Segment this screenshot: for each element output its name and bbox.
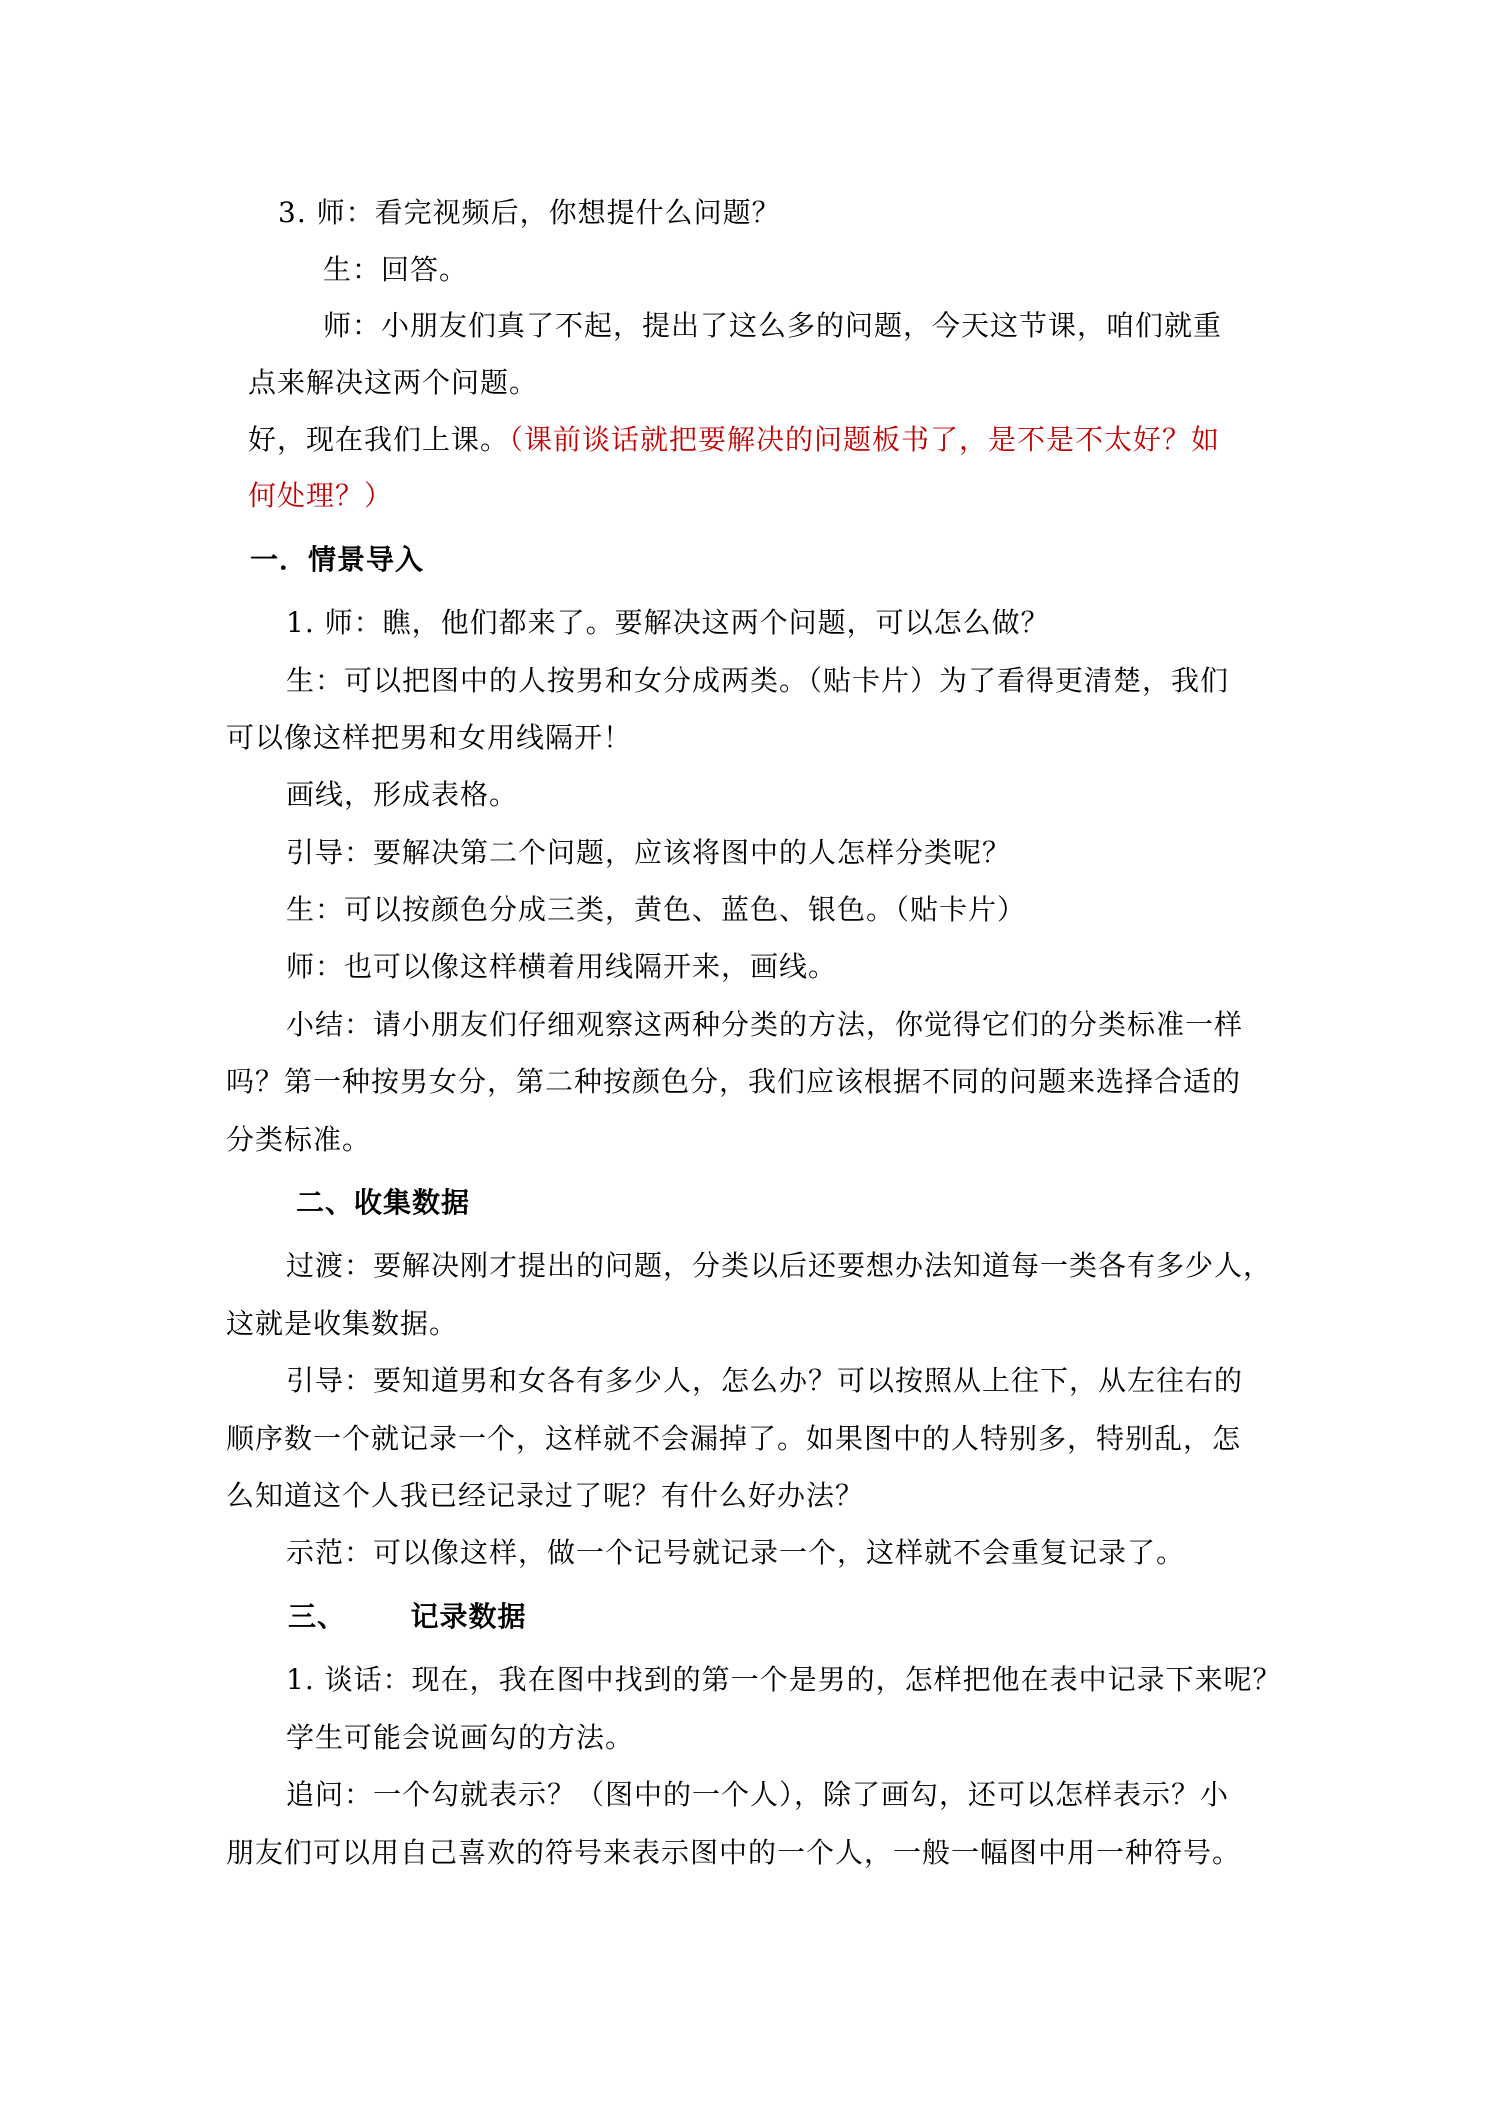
paragraph-line: 点来解决这两个问题。	[248, 366, 539, 399]
paragraph-line: 分类标准。	[226, 1123, 372, 1156]
paragraph-line: 引导：要解决第二个问题，应该将图中的人怎样分类呢？	[286, 836, 1012, 869]
paragraph-line: 师：小朋友们真了不起，提出了这么多的问题，今天这节课，咱们就重	[323, 309, 1223, 342]
paragraph-line: 画线，形成表格。	[286, 778, 519, 811]
paragraph-line: 3. 师：看完视频后，你想提什么问题？	[278, 196, 781, 229]
paragraph-line: 生：回答。	[323, 253, 469, 286]
review-comment: 何处理？）	[248, 479, 394, 512]
paragraph-line: 师：也可以像这样横着用线隔开来，画线。	[286, 950, 838, 983]
paragraph-line: 生：可以按颜色分成三类，黄色、蓝色、银色。（贴卡片）	[286, 893, 1027, 926]
paragraph-line: 吗？第一种按男女分，第二种按颜色分，我们应该根据不同的问题来选择合适的	[226, 1065, 1242, 1098]
section-heading: 二、收集数据	[296, 1186, 471, 1219]
paragraph-text: 好，现在我们上课。	[248, 423, 510, 456]
paragraph-line: 这就是收集数据。	[226, 1307, 459, 1340]
paragraph-line: 追问：一个勾就表示？（图中的一个人），除了画勾，还可以怎样表示？小	[286, 1778, 1230, 1811]
paragraph-line: 1. 师：瞧，他们都来了。要解决这两个问题，可以怎么做？	[286, 606, 1050, 639]
paragraph-line: 示范：可以像这样，做一个记号就记录一个，这样就不会重复记录了。	[286, 1536, 1186, 1569]
section-heading: 三、 记录数据	[288, 1600, 527, 1633]
paragraph-line: 么知道这个人我已经记录过了呢？有什么好办法？	[226, 1479, 865, 1512]
paragraph-line: 顺序数一个就记录一个，这样就不会漏掉了。如果图中的人特别多，特别乱，怎	[226, 1422, 1242, 1455]
review-comment: （课前谈话就把要解决的问题板书了，是不是不太好？如	[509, 423, 1221, 456]
paragraph-line: 小结：请小朋友们仔细观察这两种分类的方法，你觉得它们的分类标准一样	[286, 1008, 1244, 1041]
paragraph-line: 过渡：要解决刚才提出的问题，分类以后还要想办法知道每一类各有多少人，	[286, 1249, 1273, 1282]
paragraph-line	[248, 420, 1220, 460]
section-heading: 一．情景导入	[250, 543, 425, 576]
paragraph-line: 可以像这样把男和女用线隔开！	[226, 721, 633, 754]
paragraph-line: 生：可以把图中的人按男和女分成两类。（贴卡片）为了看得更清楚，我们	[286, 664, 1230, 697]
paragraph-line: 引导：要知道男和女各有多少人，怎么办？可以按照从上往下，从左往右的	[286, 1364, 1244, 1397]
paragraph-line: 朋友们可以用自己喜欢的符号来表示图中的一个人，一般一幅图中用一种符号。	[226, 1836, 1242, 1869]
paragraph-line: 学生可能会说画勾的方法。	[286, 1721, 635, 1754]
paragraph-line: 1. 谈话：现在，我在图中找到的第一个是男的，怎样把他在表中记录下来呢？	[286, 1663, 1282, 1696]
